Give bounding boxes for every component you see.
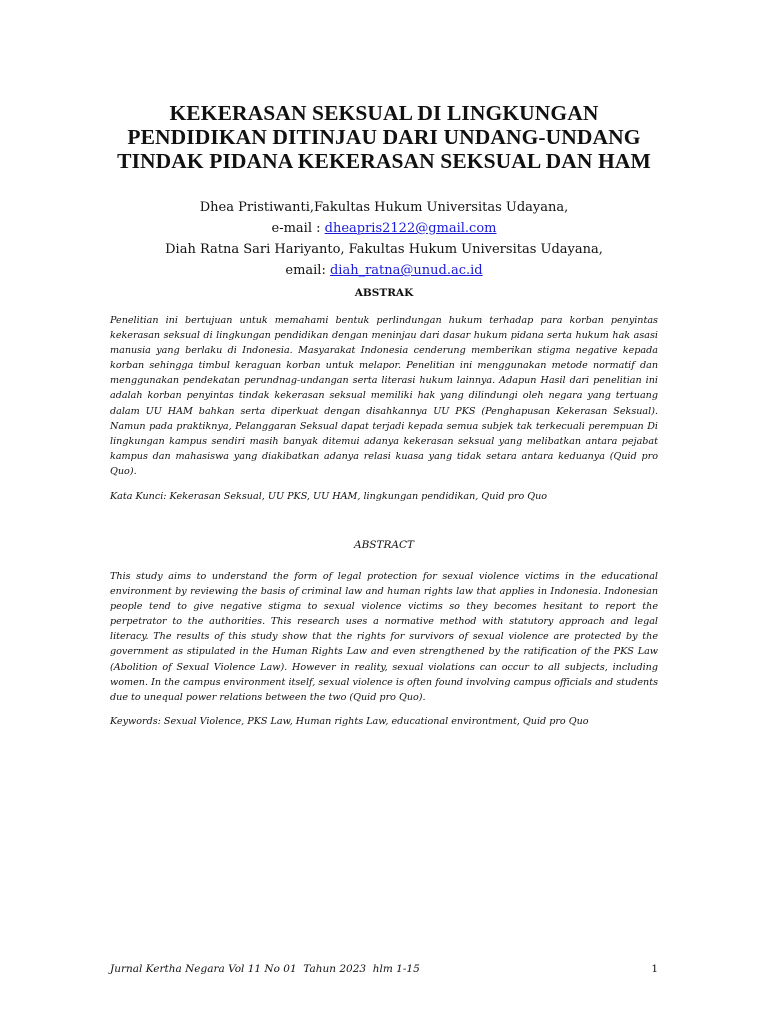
title-line-1: KEKERASAN SEKSUAL DI LINGKUNGAN — [169, 101, 599, 125]
page-number: 1 — [651, 963, 658, 975]
author-2-email-line — [60, 260, 708, 281]
abstrak-keywords: Kata Kunci: Kekerasan Seksual, UU PKS, UU HAM, lingkungan pendidikan, Quid pro Quo — [110, 491, 548, 502]
footer-journal-info: Jurnal Kertha Negara Vol 11 No 01 Tahun 2023 hlm 1-15 — [110, 963, 420, 975]
email-1-link[interactable]: dheapris2122@gmail.com — [324, 221, 497, 236]
author-1-email-line — [60, 218, 708, 239]
email-2-link[interactable]: diah_ratna@unud.ac.id — [329, 263, 483, 278]
author-block — [60, 197, 708, 281]
author-2: Diah Ratna Sari Hariyanto, Fakultas Hukum Universitas Udayana, — [165, 242, 603, 257]
email-2-label: email: — [285, 263, 330, 278]
email-1-label: e-mail : — [271, 221, 325, 236]
title-line-2: PENDIDIKAN DITINJAU DARI UNDANG-UNDANG — [127, 125, 641, 149]
abstract-body: This study aims to understand the form of legal protection for sexual violence victims in the educational environment by reviewing the basis of criminal law and human rights law that applies in Indonesia. Indonesian people tend to give negative stigma to sexual violence victims so they becomes hesitant to report the perpetrator to the authorities. This research uses a normative method with statutory approach and legal literacy. The results of this study show that the rights for survivors of sexual violence are protected by the government as stipulated in the Human Rights Law and even strengthened by the ratification of the PKS Law (Abolition of Sexual Violence Law). However in reality, sexual violations can occur to all subjects, including women. In the campus environment itself, sexual violence is often found involving campus officials and students due to unequal power relations between the two (Quid pro Quo). — [110, 571, 658, 703]
title-line-3: TINDAK PIDANA KEKERASAN SEKSUAL DAN HAM — [117, 149, 651, 173]
abstract-keywords: Keywords: Sexual Violence, PKS Law, Human rights Law, educational environtment, Quid pro Quo — [110, 716, 589, 727]
abstract-heading: ABSTRACT — [353, 539, 415, 551]
paper-title — [60, 101, 708, 173]
abstrak-body: Penelitian ini bertujuan untuk memahami bentuk perlindungan hukum terhadap para korban penyintas kekerasan seksual di lingkungan pendidikan dengan meninjau dari dasar hukum pidana serta hukum hak asasi manusia yang berlaku di Indonesia. Masyarakat Indonesia cenderung memberikan stigma negative kepada korban sehingga timbul keraguan korban untuk melapor. Penelitian ini menggunakan metode normatif dan menggunakan pendekatan perundnag-undangan serta literasi hukum lainnya. Adapun Hasil dari penelitian ini adalah korban penyintas tindak kekerasan seksual memiliki hak yang dilindungi oleh negara yang tertuang dalam UU HAM bahkan serta diperkuat dengan disahkannya UU PKS (Penghapusan Kekerasan Seksual). Namun pada praktiknya, Pelanggaran Seksual dapat terjadi kepada semua subjek tak terkecuali perempuan Di lingkungan kampus sendiri masih banyak ditemui adanya kekerasan seksual yang melibatkan antara pejabat kampus dan mahasiswa yang diakibatkan adanya relasi kuasa yang tidak setara antara keduanya (Quid pro Quo). — [110, 315, 658, 477]
abstrak-heading: ABSTRAK — [354, 287, 414, 299]
author-1: Dhea Pristiwanti,Fakultas Hukum Universitas Udayana, — [199, 200, 569, 215]
